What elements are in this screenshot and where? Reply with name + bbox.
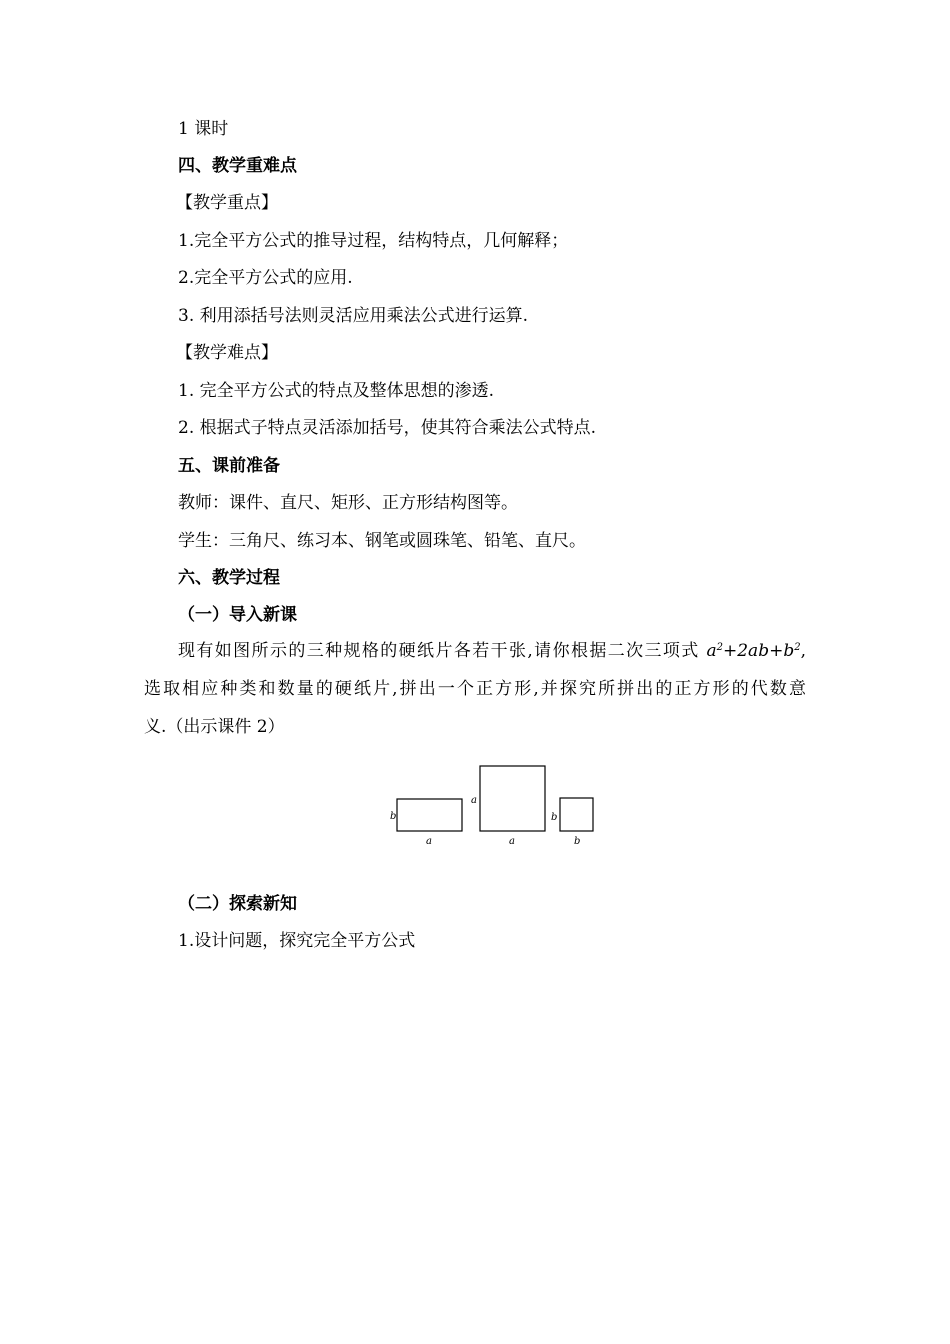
large-square-piece [480,766,545,831]
formula: $a^2+2ab+b^2$ [706,641,801,661]
section-6-heading: 六、教学过程 [178,568,280,588]
small-square-bottom-label: b [574,836,581,847]
difficult-points-label: 【教学难点】 [176,343,278,363]
large-square-bottom-label: a [509,836,515,847]
rectangle-bottom-label: a [426,836,432,847]
difficult-point-1: 1. 完全平方公式的特点及整体思想的渗透. [178,381,495,401]
large-square-side-label: a [471,795,477,806]
difficult-point-2: 2. 根据式子特点灵活添加括号，使其符合乘法公式特点. [178,418,597,438]
explore-item-1: 1.设计问题，探究完全平方公式 [178,931,416,951]
rectangle-side-label: b [390,811,397,822]
small-square-side-label: b [551,812,558,823]
key-points-label: 【教学重点】 [176,193,278,213]
key-point-1: 1.完全平方公式的推导过程，结构特点，几何解释； [178,231,569,251]
section-5-heading: 五、课前准备 [178,456,280,476]
intro-paragraph [144,632,806,746]
intro-line-1: 现有如图所示的三种规格的硬纸片各若干张,请你根据二次三项式 $a^2+2ab+b^2$, [178,641,806,661]
student-prep: 学生：三角尺、练习本、钢笔或圆珠笔、铅笔、直尺。 [178,531,586,551]
key-point-3: 3. 利用添括号法则灵活应用乘法公式进行运算. [178,306,529,326]
subsection-explore-heading: （二）探索新知 [178,894,297,914]
teacher-prep: 教师：课件、直尺、矩形、正方形结构图等。 [178,493,518,513]
small-square-piece [560,798,593,831]
section-4-heading: 四、教学重难点 [178,156,297,176]
intro-line-2: 选取相应种类和数量的硬纸片,拼出一个正方形,并探究所拼出的正方形的代数意 [144,679,806,699]
subsection-intro-heading: （一）导入新课 [178,605,297,625]
paper-pieces-figure [380,758,610,850]
period-line: 1 课时 [178,119,229,139]
rectangle-piece [397,799,462,831]
intro-line-3: 义.（出示课件 2） [144,717,285,737]
key-point-2: 2.完全平方公式的应用. [178,268,353,288]
